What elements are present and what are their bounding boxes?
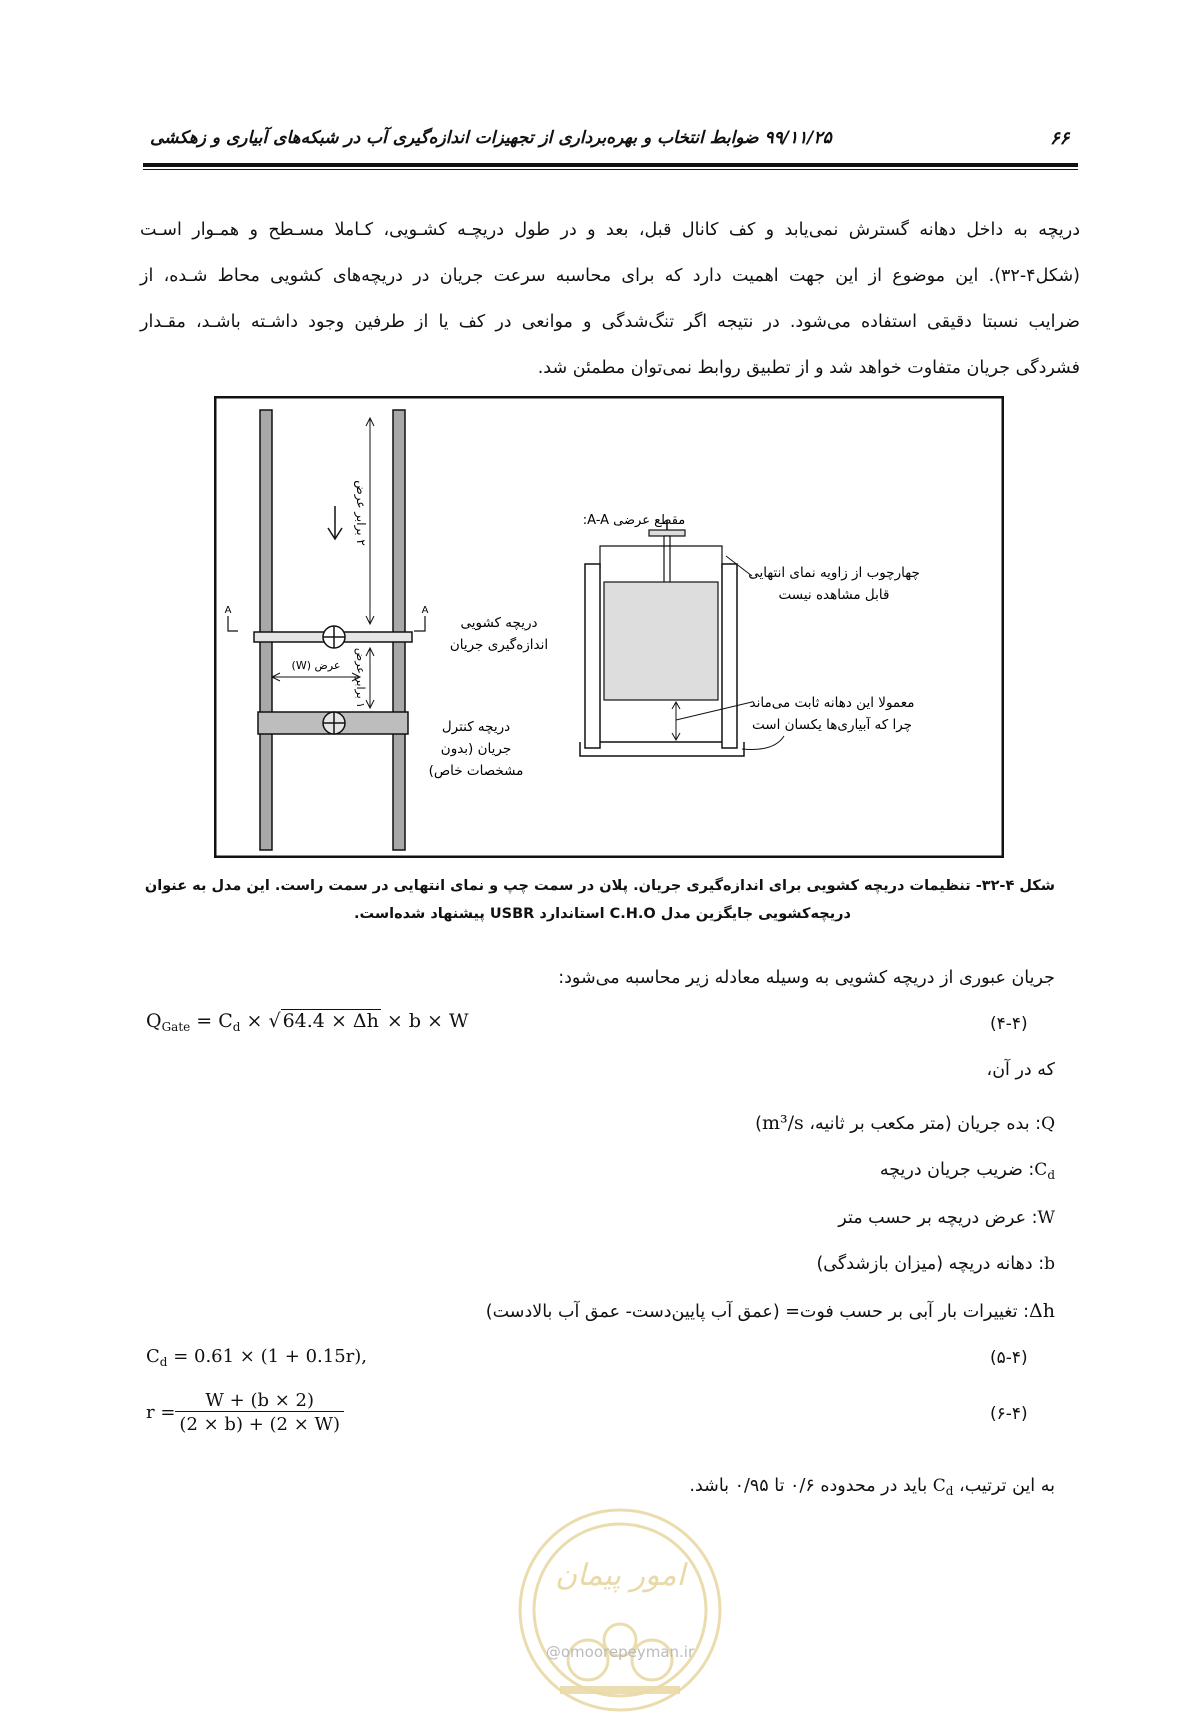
equation-number-4-4: (۴-۴): [990, 1014, 1028, 1034]
fraction-denominator: (2 × b) + (2 × W): [175, 1411, 344, 1435]
svg-text:A: A: [421, 605, 429, 616]
section-title: مقطع عرضی A-A:: [582, 513, 686, 528]
fraction-numerator: W + (b × 2): [205, 1390, 314, 1411]
paragraph-line-4: فشردگی جریان متفاوت خواهد شد و از تطبیق روابط نمی‌توان مطمئن شد.: [537, 358, 1080, 378]
control-gate-wheel-icon: [323, 712, 345, 734]
equation-number-6-4: (۶-۴): [990, 1404, 1028, 1424]
figure-caption-line-2: دریچه‌کشویی جایگزین مدل C.H.O استاندارد USBR پیشنهاد شده‌است.: [354, 906, 851, 922]
equation-intro: جریان عبوری از دریچه کشویی به وسیله معادله زیر محاسبه می‌شود:: [558, 968, 1055, 988]
definition-q: Q: بده جریان (متر مکعب بر ثانیه، m³/s): [755, 1112, 1055, 1134]
watermark-logo-text: امور پیمان: [555, 1558, 685, 1593]
figure-slide-gate: [214, 396, 1004, 858]
page-number: ۶۶: [1050, 128, 1070, 149]
svg-text:A: A: [224, 605, 232, 616]
definition-b: b: دهانه دریچه (میزان بازشدگی): [816, 1254, 1055, 1274]
closing-sentence: به این ترتیب، $C_d$ باید در محدوده ۰/۶ تا ۰/۹۵ باشد.: [689, 1476, 1055, 1498]
equation-4-4: $Q_{Gate} = C_d$ × √ 64.4 × Δh × b × W: [146, 1010, 469, 1034]
watermark-gear-icon: [560, 1686, 680, 1694]
paragraph-line-3: ضرایب نسبتا دقیقی استفاده می‌شود. در نتیجه اگر تنگ‌شدگی و موانعی در کف یا از طرفین وجود داشـته باشـد، مقـدار: [140, 312, 1080, 332]
equation-6-4: r = $\frac{W + (b \times 2)}{(2 \times b) + (2 \times W)}$: [146, 1390, 344, 1435]
gate-leaf-water: [604, 582, 718, 700]
dim-one-width-label: ۱ برابر عرض: [354, 647, 367, 709]
section-wall-right: [722, 564, 737, 748]
running-header-title: ۹۹/۱۱/۲۵ ضوابط انتخاب و بهره‌برداری از تجهیزات اندازه‌گیری آب در شبکه‌های آبیاری و زهکشی: [150, 128, 832, 148]
watermark-logo: [500, 1490, 740, 1730]
control-gate-label-1: دریچه کنترل: [441, 719, 511, 735]
channel-wall-right: [393, 410, 405, 850]
frame-label-2: قابل مشاهده نیست: [778, 587, 890, 603]
control-gate-label-3: مشخصات خاص): [428, 763, 524, 779]
figure-caption-line-1: شکل ۴-۳۲- تنظیمات دریچه کشویی برای اندازه‌گیری جریان. پلان در سمت چپ و نمای انتهایی در سمت راست. این مدل به عنوان: [144, 878, 1055, 894]
definition-cd: $C_d$: ضریب جریان دریچه: [879, 1160, 1055, 1182]
fraction: [175, 1390, 344, 1435]
where-label: که در آن،: [986, 1060, 1055, 1080]
equation-5-4: $C_d = 0.61 \times (1 + 0.15r)$,: [146, 1346, 368, 1369]
section-wall-left: [585, 564, 600, 748]
opening-label-1: معمولا این دهانه ثابت می‌ماند: [749, 695, 915, 711]
header-rule-thin: [143, 169, 1078, 170]
gate-handle: [649, 530, 685, 536]
measuring-gate-label-1: دریچه کشویی: [460, 615, 538, 631]
control-gate-label-2: جریان (بدون: [440, 741, 512, 757]
paragraph-line-1: دریچه به داخل دهانه گسترش نمی‌یابد و کف کانال قبل، بعد و در طول دریچـه کشـویی، کـاملا مسـطح و همـوار اسـت: [140, 220, 1080, 240]
definition-w: W: عرض دریچه بر حسب متر: [838, 1208, 1055, 1228]
measuring-gate-label-2: اندازه‌گیری جریان: [449, 637, 549, 653]
channel-wall-left: [260, 410, 272, 850]
dim-two-width-label: ۲ برابر عرض: [354, 480, 368, 546]
equation-number-5-4: (۵-۴): [990, 1348, 1028, 1368]
dim-width-w-label: عرض (W): [291, 659, 341, 672]
frame-label-1: چهارچوب از زاویه نمای انتهایی: [748, 565, 920, 581]
definition-delta-h: Δh: تغییرات بار آبی بر حسب فوت= (عمق آب پایین‌دست- عمق آب بالادست): [485, 1300, 1055, 1322]
watermark-url: @omoorepeyman.ir: [545, 1643, 695, 1661]
gate-wheel-icon: [323, 626, 345, 648]
header-rule-thick: [143, 163, 1078, 167]
sqrt-sign-icon: √: [268, 1010, 281, 1032]
paragraph-line-2: (شکل۴-۳۲). این موضوع از این جهت اهمیت دارد که برای محاسبه سرعت جریان در دریچه‌های کشویی محاط شـده، از: [140, 266, 1080, 286]
radicand: 64.4 × Δh: [282, 1010, 379, 1032]
opening-label-2: چرا که آبیاری‌ها یکسان است: [752, 717, 912, 733]
